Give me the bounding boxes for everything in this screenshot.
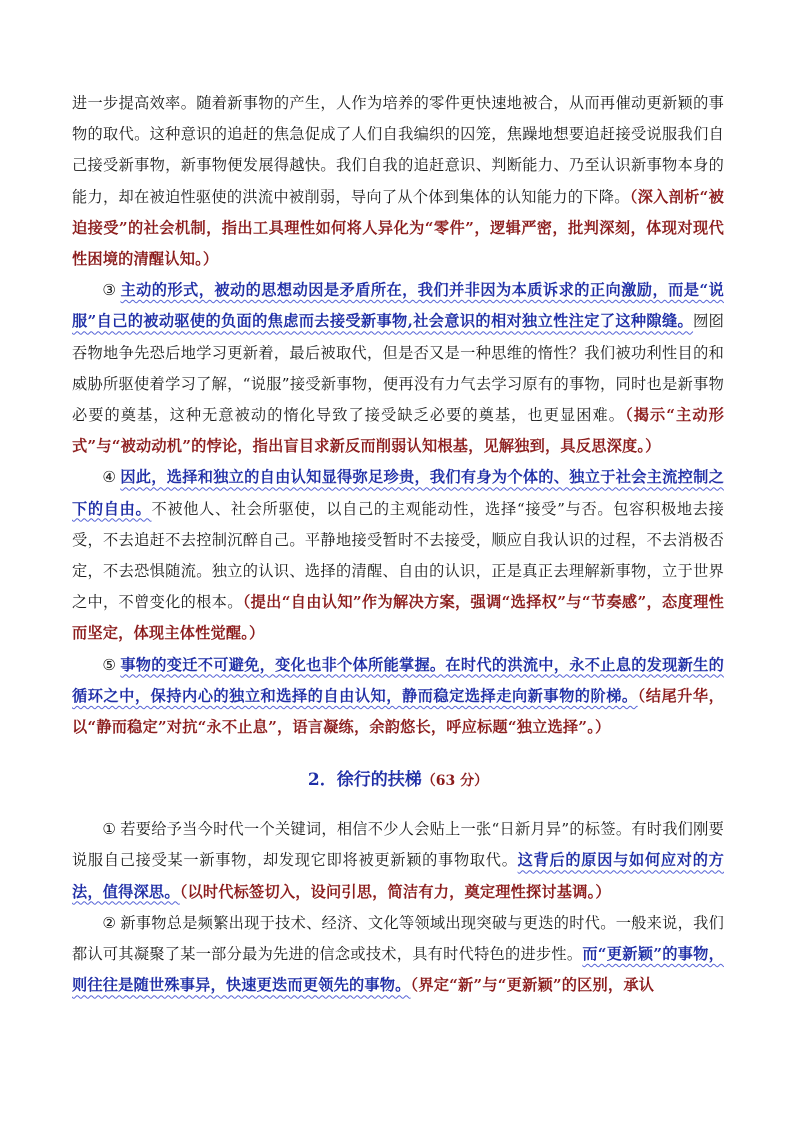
highlighted-sentence: 主动的形式，被动的思想动因是矛盾所在，我们并非因为本质诉求的正向激励，而是“说服”自己的被动驱使的负面的焦虑而去接受新事物,社会意识的相对独立性注定了这种隙缝。 xyxy=(72,281,724,331)
teacher-comment: （揭示“主动形式”与“被动动机”的悖论，指出盲目求新反而削弱认知根基，见解独到，具反思深度。） xyxy=(72,406,724,456)
teacher-comment: （以时代标签切入，设问引思，简洁有力，奠定理性探讨基调。） xyxy=(179,882,611,901)
paragraph-3 xyxy=(72,275,724,462)
paragraph-number: ④ xyxy=(102,468,117,487)
body-text: 进一步提高效率。随着新事物的产生，人作为培养的零件更快速地被合，从而再催动更新颖的事物的取代。这种意识的追赶的焦急促成了人们自我编织的囚笼，焦躁地想要追赶接受说服我们自己接受新事物，新事物便发展得越快。我们自我的追赶意识、判断能力、乃至认识新事物本身的能力，却在被迫性驱使的洪流中被削弱，导向了从个体到集体的认知能力的下降。 xyxy=(72,94,724,206)
teacher-comment: （提出“自由认知”作为解决方案，强调“选择权”与“节奏感”，态度理性而坚定，体现主体性觉醒。） xyxy=(72,593,724,643)
body-text: 若要给予当今时代一个关键词，相信不少人会贴上一张“日新月异”的标签。有时我们刚要说服自己接受某一新事物，却发现它即将被更新颖的事物取代。 xyxy=(72,820,724,870)
paragraph-number: ① xyxy=(102,820,117,839)
section-heading xyxy=(72,765,724,796)
teacher-comment: （结尾升华，以“静而稳定”对抗“永不止息”，语言凝练，余韵悠长，呼应标题“独立选择”。） xyxy=(72,686,724,737)
paragraph-4 xyxy=(72,462,724,649)
paragraph-continued xyxy=(72,88,724,275)
highlighted-sentence: 而“更新颖”的事物，则往往是随世殊事异，快速更迭而更领先的事物。 xyxy=(72,945,724,995)
paragraph-5 xyxy=(72,650,724,744)
teacher-comment: （界定“新”与“更新颖”的区别，承认 xyxy=(410,976,655,995)
document-page xyxy=(72,88,724,1001)
section-title: 2．徐行的扶梯 xyxy=(307,770,422,791)
highlighted-sentence: 事物的变迁不可避免，变化也非个体所能掌握。在时代的洪流中，永不止息的发现新生的循环之中，保持内心的独立和选择的自由认知，静而稳定选择走向新事物的阶梯。 xyxy=(72,655,724,705)
body-text: 新事物总是频繁出现于技术、经济、文化等领域出现突破与更迭的时代。一般来说，我们都认可其凝聚了某一部分最为先进的信念或技术，具有时代特色的进步性。 xyxy=(72,913,724,964)
paragraph-number: ⑤ xyxy=(102,655,117,674)
essay2-paragraph-1 xyxy=(72,814,724,908)
section-score: （63 分） xyxy=(421,773,489,790)
paragraph-number: ② xyxy=(102,913,117,932)
essay2-paragraph-2 xyxy=(72,908,724,1002)
teacher-comment: （深入剖析“被迫接受”的社会机制，指出工具理性如何将人异化为“零件”，逻辑严密，批判深刻，体现对现代性困境的清醒认知。） xyxy=(72,187,724,269)
body-text: 不被他人、社会所驱使，以自己的主观能动性，选择“接受”与否。包容积极地去接受，不去追赶不去控制沉醉自己。平静地接受暂时不去接受，顺应自我认识的过程，不去消极否定，不去恐惧随流。独立的认识、选择的清醒、自由的认识，正是真正去理解新事物，立于世界之中，不曾变化的根本。 xyxy=(72,499,724,612)
paragraph-number: ③ xyxy=(102,281,117,300)
highlighted-sentence: 这背后的原因与如何应对的方法，值得深思。 xyxy=(72,851,724,901)
highlighted-sentence: 因此，选择和独立的自由认知显得弥足珍贵，我们有身为个体的、独立于社会主流控制之下的自由。 xyxy=(72,468,724,518)
body-text: 囫囵吞物地争先恐后地学习更新着，最后被取代，但是否又是一种思维的惰性？我们被功利性目的和威胁所驱使着学习了解，“说服”接受新事物，便再没有力气去学习原有的事物，同时也是新事物必要的奠基，这种无意被动的惰化导致了接受缺乏必要的奠基，也更显困难。 xyxy=(72,312,724,425)
